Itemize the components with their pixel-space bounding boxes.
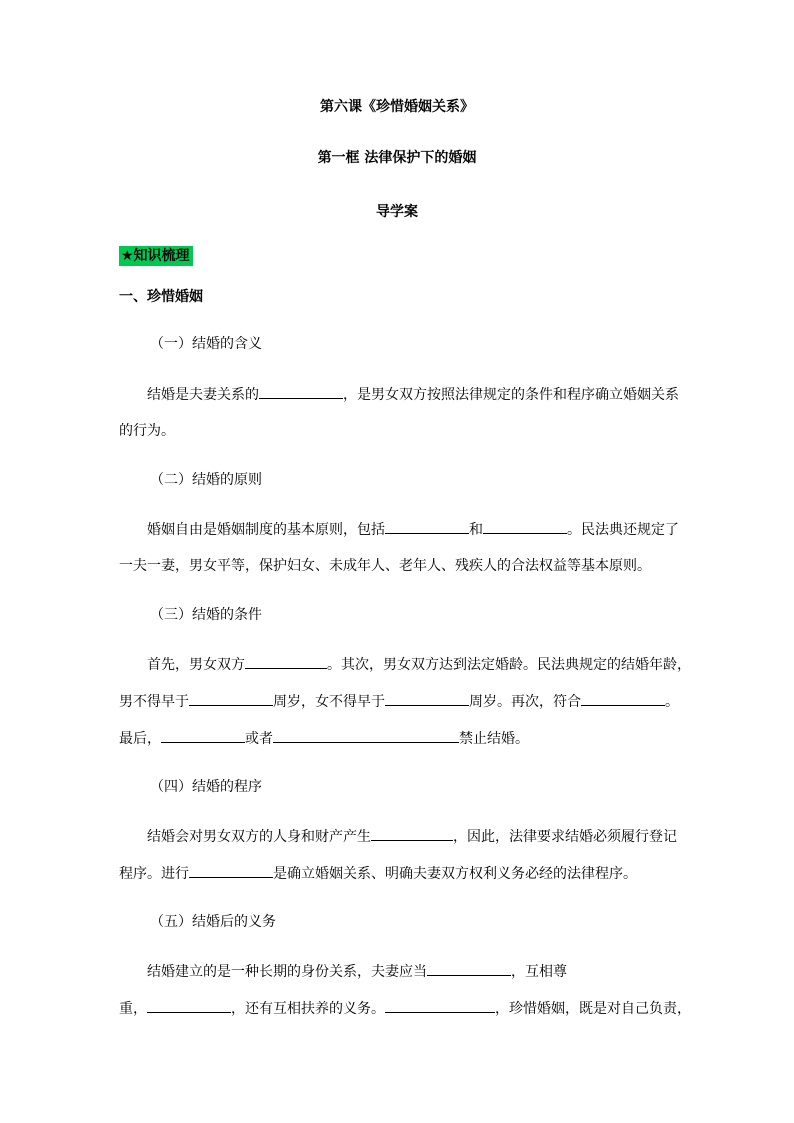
sub-heading-4: （四）结婚的程序 — [150, 779, 262, 795]
fill-blank[interactable] — [385, 692, 469, 706]
paragraph-line: 结婚会对男女双方的人身和财产产生 ，因此，法律要求结婚必须履行登记 — [147, 829, 677, 845]
fill-blank[interactable] — [161, 729, 245, 743]
sub-heading-3: （三）结婚的条件 — [150, 607, 262, 623]
lesson-title: 第六课《珍惜婚姻关系》 — [320, 99, 474, 115]
fill-blank[interactable] — [371, 827, 453, 841]
paragraph-line: 最后， 或者 禁止结婚。 — [119, 731, 529, 747]
paragraph-line: 结婚是夫妻关系的 ，是男女双方按照法律规定的条件和程序确立婚姻关系 — [147, 387, 679, 403]
fill-blank[interactable] — [189, 864, 273, 878]
fill-blank[interactable] — [385, 999, 495, 1013]
fill-blank[interactable] — [427, 962, 511, 976]
paragraph-line: 结婚建立的是一种长期的身份关系，夫妻应当 ，互相尊 — [147, 964, 567, 980]
doc-type-title: 导学案 — [376, 204, 418, 220]
paragraph-line: 首先，男女双方 。其次，男女双方达到法定婚龄。民法典规定的结婚年龄， — [147, 657, 691, 673]
paragraph-line: 程序。进行 是确立婚姻关系、明确夫妻双方权利义务必经的法律程序。 — [119, 866, 637, 882]
sub-heading-1: （一）结婚的含义 — [150, 336, 262, 352]
paragraph-line: 一夫一妻，男女平等，保护妇女、未成年人、老年人、残疾人的合法权益等基本原则。 — [119, 558, 651, 574]
fill-blank[interactable] — [483, 520, 567, 534]
paragraph-line: 重， ，还有互相扶养的义务。 ，珍惜婚姻，既是对自己负责， — [119, 1001, 691, 1017]
sub-heading-5: （五）结婚后的义务 — [150, 914, 276, 930]
paragraph-line: 婚姻自由是婚姻制度的基本原则，包括 和 。民法典还规定了 — [147, 522, 679, 538]
knowledge-tag: ★知识梳理 — [119, 246, 193, 266]
fill-blank[interactable] — [245, 655, 327, 669]
fill-blank[interactable] — [189, 692, 273, 706]
sub-heading-2: （二）结婚的原则 — [150, 472, 262, 488]
fill-blank[interactable] — [259, 385, 343, 399]
paragraph-line: 男不得早于 周岁，女不得早于 周岁。再次，符合 。 — [119, 694, 679, 710]
paragraph-line: 的行为。 — [119, 423, 175, 439]
fill-blank[interactable] — [147, 999, 231, 1013]
fill-blank[interactable] — [581, 692, 665, 706]
fill-blank[interactable] — [385, 520, 469, 534]
fill-blank[interactable] — [273, 729, 459, 743]
part-heading: 一、珍惜婚姻 — [119, 289, 203, 305]
section-title: 第一框 法律保护下的婚姻 — [317, 150, 477, 166]
